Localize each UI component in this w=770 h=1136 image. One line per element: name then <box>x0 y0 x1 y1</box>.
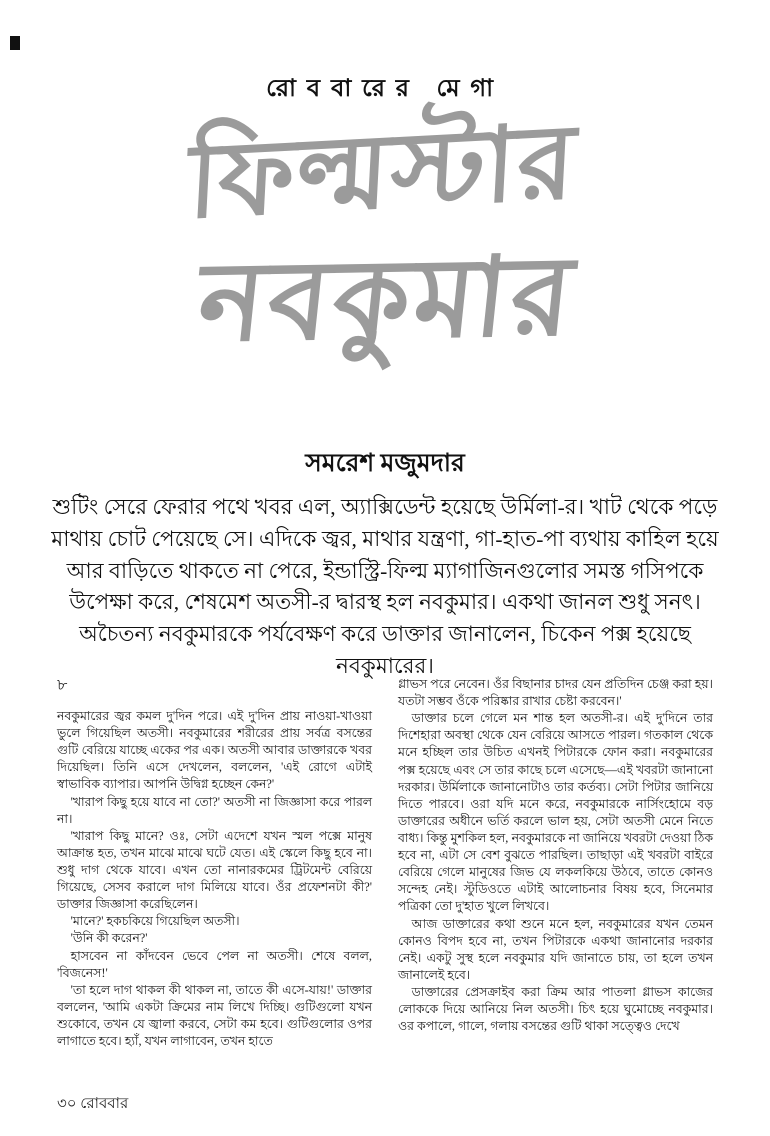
paragraph: হাসবেন না কাঁদবেন ভেবে পেল না অতসী। শেষে বলল, 'বিজনেস!' <box>57 948 372 980</box>
right-column <box>398 676 713 1066</box>
paragraph: ডাক্তারের প্রেসক্রাইব করা ক্রিম আর পাতলা গ্লাভস কাজের লোককে দিয়ে আনিয়ে নিল অতসী। চিৎ হয়ে ঘুমোচ্ছে নবকুমার। ওর কপালে, গালে, গলায় বসন্তের গুটি থাকা সত্ত্বেও দেখে <box>398 984 713 1034</box>
paragraph: 'খারাপ কিছু হয়ে যাবে না তো?' অতসী না জিজ্ঞাসা করে পারল না। <box>57 794 372 826</box>
intro-paragraph: শুটিং সেরে ফেরার পথে খবর এল, অ্যাক্সিডেন্ট হয়েছে উর্মিলা-র। খাট থেকে পড়ে মাথায় চোট পেয়েছে সে। এদিকে জ্বর, মাথার যন্ত্রণা, গা-হাত-পা ব্যথায় কাহিল হয়ে আর বাড়িতে থাকতে না পেরে, ইন্ডাস্ট্রি-ফিল্ম ম্যাগাজিনগুলোর সমস্ত গসিপকে উপেক্ষা করে, শেষমেশ অতসী-র দ্বারস্থ হল নবকুমার। একথা জানল শুধু সনৎ। অচৈতন্য নবকুমারকে পর্যবেক্ষণ করে ডাক্তার জানালেন, চিকেন পক্স হয়েছে নবকুমারের। <box>51 495 719 679</box>
paragraph: 'উনি কী করেন?' <box>70 931 148 946</box>
left-column <box>57 676 372 1066</box>
paragraph: 'তা হলে দাগ থাকল কী থাকল না, তাতে কী এসে-যায়!' ডাক্তার বললেন, 'আমি একটা ক্রিমের নাম লিখে দিচ্ছি। গুটিগুলো যখন শুকোবে, তখন যে জ্বালা করবে, সেটা কম হবে। গুটিগুলোর ওপর লাগাতে হবে। হ্যাঁ, যখন লাগাবেন, তখন হাতে <box>57 982 372 1049</box>
author-name: সমরেশ মজুমদার <box>305 450 465 477</box>
title-line-2: নবকুমার <box>192 235 582 365</box>
paragraph: 'খারাপ কিছু মানে? ওঃ, সেটা এদেশে যখন স্মল পক্সে মানুষ আক্রান্ত হত, তখন মাঝে মাঝে ঘটে যেত। এই স্কেলে কিছু হবে না। শুধু দাগ থেকে যাবে। এখন তো নানারকমের ট্রিটমেন্ট বেরিয়ে গিয়েছে, সেসব করালে দাগ মিলিয়ে যাবে। ওঁর প্রফেশনটা কী?' ডাক্তার জিজ্ঞাসা করেছিলেন। <box>57 828 372 912</box>
print-registration-mark <box>10 36 20 50</box>
title-line-1: ফিল্মস্টার <box>185 104 580 241</box>
paragraph: ডাক্তার চলে গেলে মন শান্ত হল অতসী-র। এই দু'দিনে তার দিশেহারা অবস্থা থেকে যেন বেরিয়ে আসতে পারল। গতকাল থেকে মনে হচ্ছিল তার উচিত এখনই পিটারকে ফোন করা। নবকুমারের পক্স হয়েছে এবং সে তার কাছে চলে এসেছে—এই খবরটা জানানো দরকার। উর্মিলাকে জানানোটাও তার কর্তব্য। সেটা পিটার জানিয়ে দিতে পারবে। ওরা যদি মনে করে, নবকুমারকে নার্সিংহোমে বড় ডাক্তারের অধীনে ভর্তি করলে ভাল হয়, সেটা অতসী মেনে নিতে বাধ্য। কিন্তু মুশকিল হল, নবকুমারকে না জানিয়ে খবরটা দেওয়া ঠিক হবে না, এটা সে বেশ বুঝতে পারছিল। তাছাড়া এই খবরটা বাইরে বেরিয়ে গেলে মানুষের জিভ যে লকলকিয়ে উঠবে, তাতে কোনও সন্দেহ নেই। স্টুডিওতে এটাই আলোচনার বিষয় হবে, সিনেমার পত্রিকা তো দু'হাত খুলে লিখবে। <box>398 711 713 914</box>
section-number: ৮ <box>57 677 68 694</box>
page-footer: ৩০ রোববার <box>57 1096 129 1112</box>
body-columns <box>57 676 713 1066</box>
calligraphic-title <box>0 95 770 383</box>
page-header: রোববারের মেগা <box>266 76 504 102</box>
paragraph: 'মানে?' হকচকিয়ে গিয়েছিল অতসী। <box>70 914 240 929</box>
paragraph: গ্লাভস পরে নেবেন। ওঁর বিছানার চাদর যেন প্রতিদিন চেঞ্জ করা হয়। যতটা সম্ভব ওঁকে পরিষ্কার রাখার চেষ্টা করবেন।' <box>398 677 713 709</box>
paragraph: আজ ডাক্তারের কথা শুনে মনে হল, নবকুমারের যখন তেমন কোনও বিপদ হবে না, তখন পিটারকে একথা জানানোর দরকার নেই। একটু সুস্থ হলে নবকুমার যদি জানাতে চায়, তা হলে তখন জানালেই হবে। <box>398 916 713 982</box>
paragraph: নবকুমারের জ্বর কমল দু'দিন পরে। এই দু'দিন প্রায় নাওয়া-খাওয়া ভুলে গিয়েছিল অতসী। নবকুমারের শরীরের প্রায় সর্বত্র বসন্তের গুটি বেরিয়ে যাচ্ছে একের পর এক। অতসী আবার ডাক্তারকে খবর দিয়েছিল। তিনি এসে দেখলেন, বললেন, 'এই রোগে এটাই স্বাভাবিক ব্যাপার। আপনি উদ্বিগ্ন হচ্ছেন কেন?' <box>57 709 372 792</box>
